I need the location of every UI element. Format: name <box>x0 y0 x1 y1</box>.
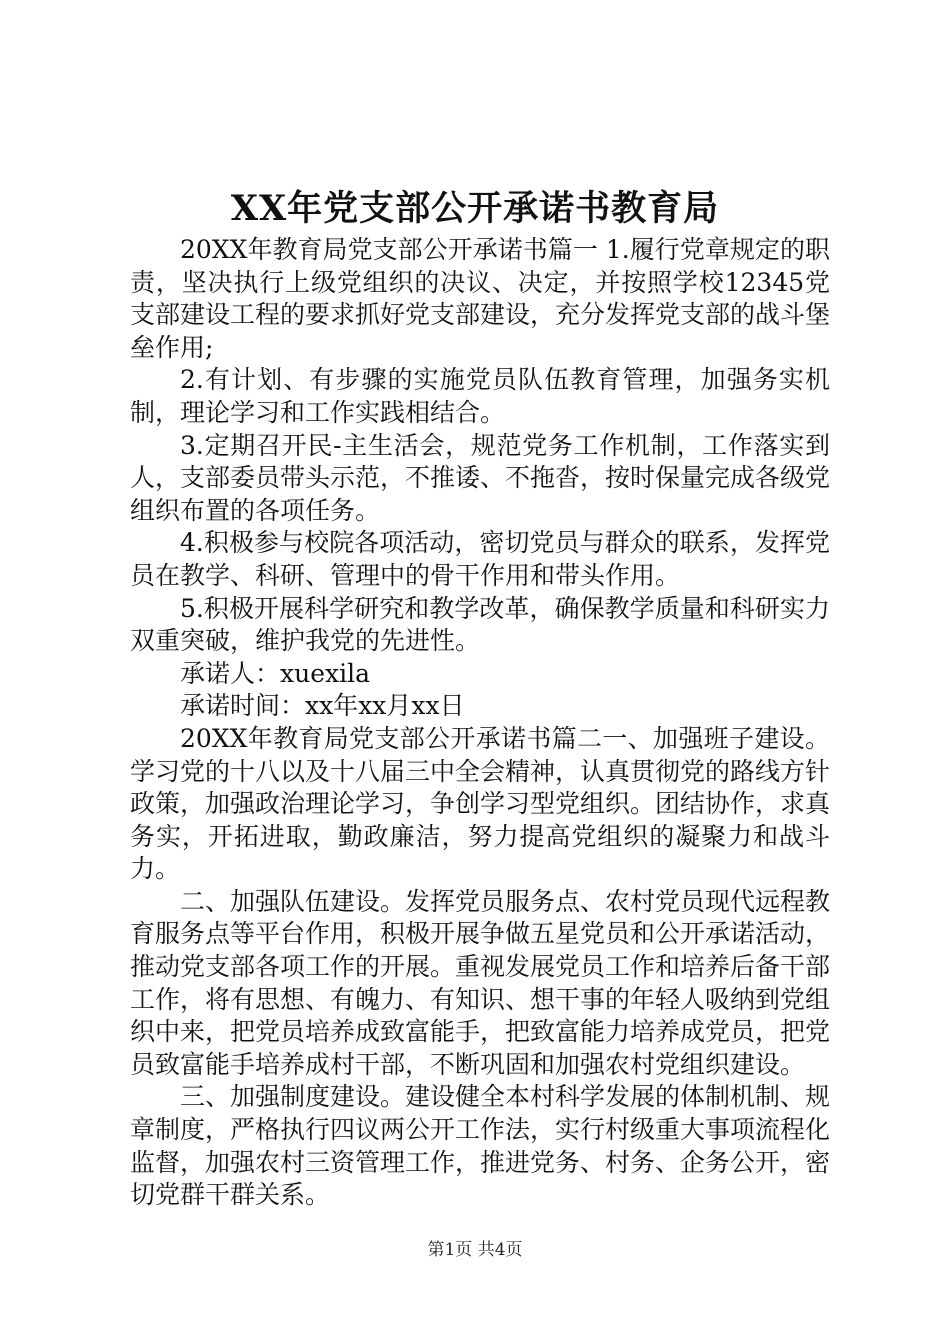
paragraph-part2-staff: 二、加强队伍建设。发挥党员服务点、农村党员现代远程教育服务点等平台作用，积极开展争做五星党员和公开承诺活动，推动党支部各项工作的开展。重视发展党员工作和培养后备干部工作，将有思想、有魄力、有知识、想干事的年轻人吸纳到党组织中来，把党员培养成致富能手，把致富能力培养成党员，把党员致富能手培养成村干部，不断巩固和加强农村党组织建设。 <box>130 886 831 1079</box>
document-title: XX年党支部公开承诺书教育局 <box>230 188 720 229</box>
pledge-date-line: 承诺时间：xx年xx月xx日 <box>180 691 465 721</box>
paragraph-item-3: 3.定期召开民-主生活会，规范党务工作机制，工作落实到人，支部委员带头示范，不推诿、不拖沓，按时保量完成各级党组织布置的各项任务。 <box>130 430 831 525</box>
paragraph-pledge-intro: 20XX年教育局党支部公开承诺书篇一 1.履行党章规定的职责，坚决执行上级党组织的决议、决定，并按照学校12345党支部建设工程的要求抓好党支部建设，充分发挥党支部的战斗堡垒作用; <box>130 235 831 362</box>
paragraph-item-2: 2.有计划、有步骤的实施党员队伍教育管理，加强务实机制，理论学习和工作实践相结合。 <box>130 365 830 427</box>
page-number-footer: 第1页 共4页 <box>427 1240 523 1260</box>
document-body <box>130 234 830 1212</box>
paragraph-part2-team: 20XX年教育局党支部公开承诺书篇二一、加强班子建设。学习党的十八以及十八届三中全会精神，认真贯彻党的路线方针政策，加强政治理论学习，争创学习型党组织。团结协作，求真务实，开拓进取，勤政廉洁，努力提高党组织的凝聚力和战斗力。 <box>130 723 831 884</box>
pledger-line: 承诺人：xuexila <box>180 658 370 688</box>
paragraph-part2-system: 三、加强制度建设。建设健全本村科学发展的体制机制、规章制度，严格执行四议两公开工作法，实行村级重大事项流程化监督，加强农村三资管理工作，推进党务、村务、企务公开，密切党群干群关系。 <box>130 1082 831 1210</box>
paragraph-item-5: 5.积极开展科学研究和教学改革，确保教学质量和科研实力双重突破，维护我党的先进性。 <box>130 593 830 656</box>
paragraph-item-4: 4.积极参与校院各项活动，密切党员与群众的联系，发挥党员在教学、科研、管理中的骨干作用和带头作用。 <box>130 528 830 590</box>
